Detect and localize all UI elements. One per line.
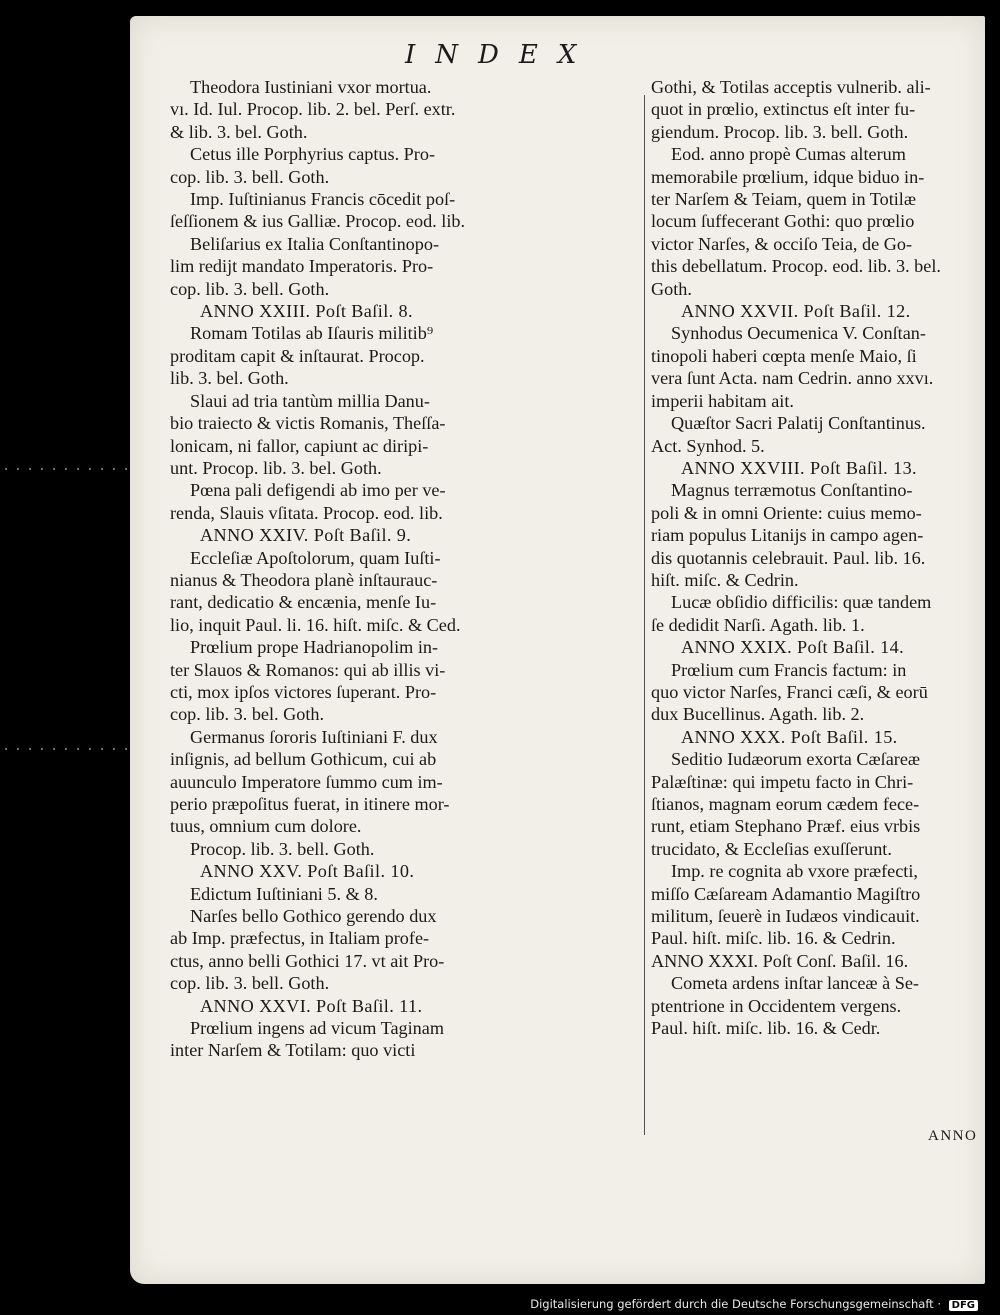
year-heading: ANNO XXV. Poſt Baſil. 10. [200, 861, 415, 882]
left-column [170, 76, 640, 1062]
text-line: vera ſunt Acta. nam Cedrin. anno xxvı. [651, 368, 934, 389]
text-line: proditam capit & inſtaurat. Procop. [170, 345, 425, 366]
dfg-logo: DFG [949, 1300, 978, 1311]
text-line: Imp. Iuſtinianus Francis cōcedit poſ- [190, 189, 456, 210]
text-line: Prœlium cum Francis factum: in [671, 659, 907, 680]
text-line: tuus, omnium cum dolore. [170, 816, 362, 837]
text-line: cop. lib. 3. bell. Goth. [170, 973, 330, 994]
year-heading: ANNO XXIX. Poſt Baſil. 14. [681, 637, 905, 658]
text-line: Gothi, & Totilas acceptis vulnerib. ali- [651, 77, 931, 97]
text-line: renda, Slauis vſitata. Procop. eod. lib. [170, 502, 443, 523]
text-line: Imp. re cognita ab vxore præfecti, [671, 861, 918, 882]
text-line: vı. Id. Iul. Procop. lib. 2. bel. Perſ. extr. [170, 99, 456, 120]
footer-text: Digitalisierung gefördert durch die Deutsche Forschungsgemeinschaft · [530, 1297, 941, 1311]
year-heading: ANNO XXX. Poſt Baſil. 15. [681, 726, 898, 747]
text-line: ab Imp. præfectus, in Italiam profe- [170, 928, 430, 949]
text-line: ctus, anno belli Gothici 17. vt ait Pro- [170, 950, 445, 971]
scan-margin-dots [0, 748, 130, 750]
text-line: Prœlium prope Hadrianopolim in- [190, 637, 439, 658]
text-line: Lucæ obſidio difficilis: quæ tandem [671, 592, 932, 613]
text-line: ſe dedidit Narſi. Agath. lib. 1. [651, 614, 865, 635]
text-line: ſeſſionem & ius Galliæ. Procop. eod. lib. [170, 211, 466, 232]
right-column [651, 76, 985, 1039]
text-line: miſſo Cæſaream Adamantio Magiſtro [651, 883, 921, 904]
text-line: dis quotannis celebrauit. Paul. lib. 16. [651, 547, 926, 568]
scan-margin-dots [0, 468, 130, 470]
text-line: Magnus terræmotus Conſtantino- [671, 480, 913, 501]
year-heading: ANNO XXVII. Poſt Baſil. 12. [681, 301, 911, 322]
text-line: quot in prœlio, extinctus eſt inter fu- [651, 99, 916, 120]
text-line: ſtianos, magnam eorum cædem fece- [651, 794, 920, 814]
column-divider [644, 95, 645, 1135]
text-line: nianus & Theodora planè inſtaurauc- [170, 569, 438, 590]
text-line: memorabile prœlium, idque biduo in- [651, 166, 925, 187]
text-line: poli & in omni Oriente: cuius memo- [651, 502, 922, 523]
text-line: cti, mox ipſos victores ſuperant. Pro- [170, 681, 437, 702]
text-line: victor Narſes, & occiſo Teia, de Go- [651, 233, 913, 254]
text-line: unt. Procop. lib. 3. bel. Goth. [170, 457, 382, 478]
text-line: ANNO XXXI. Poſt Conſ. Baſil. 16. [651, 950, 909, 971]
text-line: Pœna pali defigendi ab imo per ve- [190, 480, 446, 501]
text-line: Palæſtinæ: qui impetu facto in Chri- [651, 771, 914, 792]
text-line: Theodora Iustiniani vxor mortua. [190, 77, 432, 97]
text-line: auunculo Imperatore ſummo cum im- [170, 771, 443, 792]
text-line: hiſt. miſc. & Cedrin. [651, 569, 799, 590]
text-line: ter Slauos & Romanos: qui ab illis vi- [170, 659, 446, 680]
text-line: Eod. anno propè Cumas alterum [671, 144, 906, 165]
text-line: Paul. hiſt. miſc. lib. 16. & Cedr. [651, 1018, 881, 1039]
text-line: lonicam, ni fallor, capiunt ac diripi- [170, 435, 429, 456]
text-line: cop. lib. 3. bell. Goth. [170, 278, 330, 299]
text-line: lib. 3. bel. Goth. [170, 368, 289, 389]
year-heading: ANNO XXIII. Poſt Baſil. 8. [200, 301, 413, 322]
text-line: & lib. 3. bel. Goth. [170, 121, 308, 142]
text-line: Prœlium ingens ad vicum Taginam [190, 1018, 444, 1039]
text-line: Slaui ad tria tantùm millia Danu- [190, 390, 430, 411]
text-line: Act. Synhod. 5. [651, 435, 765, 456]
text-line: Germanus ſororis Iuſtiniani F. dux [190, 726, 438, 747]
text-line: lio, inquit Paul. li. 16. hiſt. miſc. & Ced. [170, 614, 461, 635]
text-line: inter Narſem & Totilam: quo victi [170, 1040, 416, 1061]
text-line: trucidato, & Eccleſias exuſſerunt. [651, 838, 892, 859]
text-line: dux Bucellinus. Agath. lib. 2. [651, 704, 865, 725]
text-line: Beliſarius ex Italia Conſtantinopo- [190, 233, 440, 254]
text-line: ptentrione in Occidentem vergens. [651, 995, 902, 1016]
text-line: Romam Totilas ab Iſauris militib⁹ [190, 323, 434, 344]
text-line: inſignis, ad bellum Gothicum, cui ab [170, 749, 437, 770]
text-line: giendum. Procop. lib. 3. bell. Goth. [651, 121, 909, 142]
text-line: Paul. hiſt. miſc. lib. 16. & Cedrin. [651, 928, 896, 949]
text-line: quo victor Narſes, Franci cæſi, & eorū [651, 681, 928, 702]
catchword: ANNO [928, 1128, 978, 1144]
text-line: imperii habitam ait. [651, 390, 794, 411]
text-line: cop. lib. 3. bel. Goth. [170, 704, 325, 725]
text-line: Procop. lib. 3. bell. Goth. [190, 838, 375, 859]
text-line: Narſes bello Gothico gerendo dux [190, 906, 437, 927]
text-line: Cometa ardens inſtar lanceæ à Se- [671, 973, 919, 994]
text-line: rant, dedicatio & encænia, menſe Iu- [170, 592, 437, 613]
text-line: perio præpoſitus fuerat, in itinere mor- [170, 794, 450, 814]
text-line: bio traiecto & victis Romanis, Theſſa- [170, 413, 446, 434]
text-line: riam populus Litanijs in campo agen- [651, 525, 924, 546]
text-line: locum ſuffecerant Gothi: quo prœlio [651, 211, 915, 232]
text-line: this debellatum. Procop. eod. lib. 3. bel. [651, 256, 941, 277]
text-line: ter Narſem & Teiam, quem in Totilæ [651, 189, 916, 210]
text-line: lim redijt mandato Imperatoris. Pro- [170, 256, 434, 277]
text-line: cop. lib. 3. bell. Goth. [170, 166, 330, 187]
text-line: Seditio Iudæorum exorta Cæſareæ [671, 749, 921, 770]
text-line: militum, ſeuerè in Iudæos vindicauit. [651, 906, 920, 927]
text-line: Eccleſiæ Apoſtolorum, quam Iuſti- [190, 547, 441, 568]
year-heading: ANNO XXIV. Poſt Baſil. 9. [200, 525, 412, 546]
text-line: tinopoli haberi cœpta menſe Maio, ſi [651, 345, 917, 366]
page-header: INDEX [405, 40, 597, 70]
text-line: Cetus ille Porphyrius captus. Pro- [190, 144, 436, 165]
text-line: Quæſtor Sacri Palatij Conſtantinus. [671, 413, 926, 434]
text-line: Synhodus Oecumenica V. Conſtan- [671, 323, 926, 344]
text-line: Goth. [651, 278, 692, 299]
year-heading: ANNO XXVI. Poſt Baſil. 11. [200, 995, 423, 1016]
text-line: Edictum Iuſtiniani 5. & 8. [190, 883, 378, 904]
year-heading: ANNO XXVIII. Poſt Baſil. 13. [681, 457, 918, 478]
footer-credit [530, 1297, 978, 1311]
text-line: runt, etiam Stephano Præf. eius vrbis [651, 816, 921, 837]
